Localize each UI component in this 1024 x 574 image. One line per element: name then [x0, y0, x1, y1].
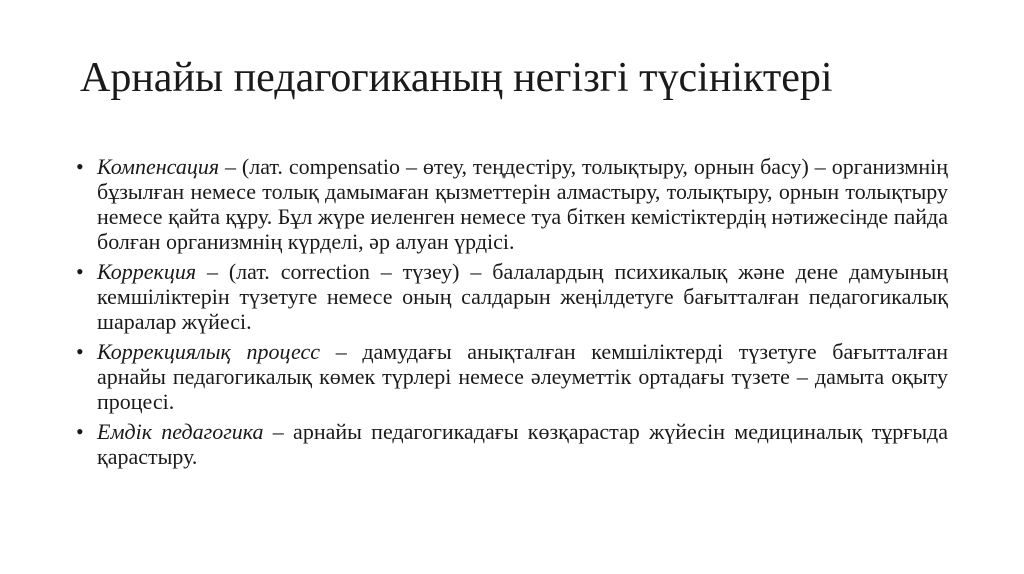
term-definition: – дамудағы анықталған кемшіліктерді түзетуге бағытталған арнайы педагогикалық көмек түрлері немесе әлеуметтік ортадағы түзете – дамыта оқыту процесі.	[97, 339, 949, 414]
bullet-item	[76, 154, 948, 254]
term-definition: – (лат. correction – түзеу) – балалардың психикалық және дене дамуының кемшіліктерін түзетуге немесе оның салдарын жеңілдетуге бағытталған педагогикалық шаралар жүйесі.	[97, 259, 948, 334]
term-label: Емдік педагогика	[97, 419, 264, 444]
bullet-item	[76, 339, 948, 414]
term-label: Компенсация	[97, 154, 220, 179]
bullet-dot-icon: •	[76, 419, 84, 444]
slide-title: Арнайы педагогиканың негізгі түсініктері	[80, 55, 833, 101]
term-definition: – (лат. compensatio – өтеу, теңдестіру, толықтыру, орнын басу) – организмнің бұзылған немесе толық дамымаған қызметтерін алмастыру, толықтыру, орнын толықтыру немесе қайта құру. Бұл жүре иеленген немесе туа біткен кемістіктердің нәтижесінде пайда болған организмнің күрделі, әр алуан үрдісі.	[97, 154, 948, 254]
bullet-list	[76, 154, 948, 474]
bullet-dot-icon: •	[76, 154, 84, 179]
term-label: Коррекция	[97, 259, 197, 284]
bullet-item	[76, 419, 948, 469]
bullet-dot-icon: •	[76, 339, 84, 364]
term-label: Коррекциялық процесс	[97, 339, 321, 364]
bullet-dot-icon: •	[76, 259, 84, 284]
bullet-item	[76, 259, 948, 334]
term-definition: – арнайы педагогикадағы көзқарастар жүйесін медициналық тұрғыда қарастыру.	[97, 419, 948, 469]
